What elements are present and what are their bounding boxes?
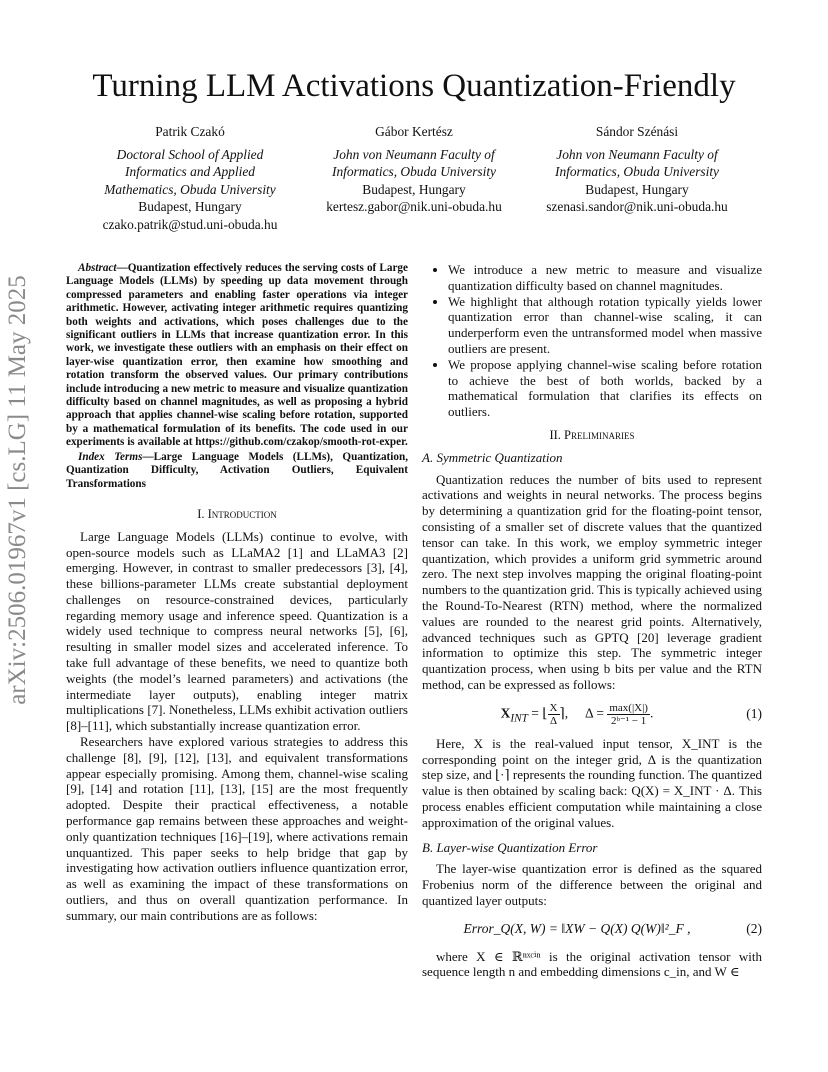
subsection-heading: B. Layer-wise Quantization Error	[422, 839, 598, 855]
author-email: kertesz.gabor@nik.uni-obuda.hu	[326, 199, 502, 215]
equation-number: (1)	[746, 706, 762, 722]
abstract	[66, 262, 408, 450]
arxiv-stamp: arXiv:2506.01967v1 [cs.LG] 11 May 2025	[4, 275, 31, 705]
author-email: szenasi.sandor@nik.uni-obuda.hu	[546, 199, 728, 215]
equation-body: $X_{INT}$ = ⌊ $\frac{X}{\Delta}$ ⌉, Δ = $\frac{\max(|X|)}{\text{2ᵇ⁻¹ − 1}}$ .	[500, 701, 654, 727]
author-city: Budapest, Hungary	[138, 199, 242, 215]
list-item: • We highlight that although rotation typically yields lower quantization error than channel-wise scaling, it can underperform even the untransformed model when massive outliers are present.	[448, 294, 762, 357]
equation-number: (2)	[746, 920, 762, 936]
contribution-list	[422, 262, 762, 420]
index-text: —Large Language Models (LLMs), Quantization, Quantization Difficulty, Activation Outliers, Equivalent Transformations	[66, 450, 408, 490]
author-city: Budapest, Hungary	[585, 181, 689, 197]
section-heading: I. Introduction	[197, 506, 277, 521]
author-block	[70, 123, 310, 234]
paragraph: The layer-wise quantization error is defined as the squared Frobenius norm of the difference between the original and quantized layer outputs:	[422, 861, 762, 908]
author-affiliation: Informatics, Obuda University	[331, 164, 497, 180]
author-affiliation: Informatics, Obuda University	[554, 164, 720, 180]
paragraph: Researchers have explored various strategies to address this challenge [8], [9], [12], [13], and equivalent transformations appear especially promising. Among them, channel-wise scaling [9], [14] and rotation [11], [13], [15] are the most frequently adopted. Despite their practical effectiveness, a notable performance gap remains between these approaches and weight-only quantization techniques [16]–[19], where activations remain unquantized. This paper seeks to help bridge that gap by investigating how activation outliers influence quantization error, as well as examining the impact of these transformations on outliers, and thus on overall quantization performance. In summary, our main contributions are as follows:	[66, 734, 408, 923]
author-block	[294, 123, 534, 216]
author-affiliation: John von Neumann Faculty of	[556, 146, 718, 162]
equation-body: Error_Q(X, W) = ‖XW − Q(X) Q(W)‖²_F ,	[463, 920, 691, 936]
right-column	[422, 262, 762, 980]
equation-1	[422, 702, 762, 727]
left-column	[66, 262, 408, 924]
index-terms	[66, 451, 408, 491]
subsection-heading: A. Symmetric Quantization	[422, 449, 563, 465]
paragraph: Large Language Models (LLMs) continue to evolve, with open-source models such as LLaMA2 [1] and LLaMA3 [2] emerging. However, in contrast to smaller predecessors [3], [4], these billions-parameter LLMs create substantial deployment challenges on resource-constrained devices, particularly regarding memory usage and inference speed. Quantization is a widely used technique to compress neural networks [5], [6], resulting in smaller model sizes and accelerated inference. To take full advantage of these benefits, we need to quantize both weights (the model’s learned parameters) and activations (the intermediate layer outputs), enabling integer matrix multiplications [7]. Nonetheless, LLMs exhibit activation outliers [8]–[11], which substantially increase quantization error.	[66, 528, 408, 734]
list-item: • We propose applying channel-wise scaling before rotation to achieve the best of both worlds, backed by a mathematical formulation that clarifies its effects on outliers.	[448, 357, 762, 420]
author-name: Sándor Szénási	[595, 124, 679, 139]
author-affiliation: John von Neumann Faculty of	[333, 146, 495, 162]
author-name: Patrik Czakó	[155, 124, 225, 139]
section-heading: II. Preliminaries	[549, 427, 635, 442]
paragraph: Quantization reduces the number of bits used to represent activations and weights in neural networks. The process begins by determining a quantization grid for the floating-point tensor, consisting of a smaller set of discrete values that the quantized tensor can take. In this work, we employ symmetric integer quantization, which provides a uniform grid symmetric around zero. The next step involves mapping the original floating-point numbers to the quantization grid. This is typically achieved using the Round-To-Nearest (RTN) method, where the normalized values are rounded to the nearest grid points. Alternatively, advanced techniques such as GPTQ [20] leverage gradient information to optimize this step. The symmetric integer quantization process, when using b bits per value and the RTN method, can be expressed as follows:	[422, 471, 762, 692]
abstract-text: —Quantization effectively reduces the serving costs of Large Language Models (LLMs) by speeding up data movement through compressed parameters and enabling faster operations via integer arithmetic. However, activating integer arithmetic requires quantizing both weights and activations, which poses challenges due to the significant outliers in LLMs that increase quantization error. In this work, we investigate these outliers with an emphasis on their effect on layer-wise quantization error, then examine how smoothing and rotation transform the observed values. Our primary contributions include introducing a new metric to measure and visualize quantization difficulty based on channel magnitudes, as well as proposing a hybrid approach that applies channel-wise scaling before rotation, supported by a mathematical formulation of its benefits. The code used in our experiments is available at https://github.com/czakop/smooth-rot-exper.	[66, 262, 408, 449]
equation-2	[422, 921, 762, 937]
author-city: Budapest, Hungary	[362, 181, 466, 197]
paragraph: Here, X is the real-valued input tensor, X_INT is the corresponding point on the integer grid, Δ is the quantization step size, and ⌊·⌉ represents the rounding function. The quantized value is then obtained by scaling back: Q(X) = X_INT · Δ. This process enables efficient computation while maintaining a close approximation of the original values.	[422, 735, 762, 830]
author-email: czako.patrik@stud.uni-obuda.hu	[102, 216, 278, 232]
author-affiliation: Doctoral School of Applied	[116, 146, 264, 162]
author-block	[517, 123, 757, 216]
paragraph: where X ∈ ℝⁿˣᶜⁱⁿ is the original activation tensor with sequence length n and embedding dimensions c_in, and W ∈	[422, 948, 762, 980]
author-affiliation: Informatics and Applied	[125, 164, 255, 180]
list-item: • We introduce a new metric to measure and visualize quantization difficulty based on channel magnitudes.	[448, 262, 762, 294]
author-name: Gábor Kertész	[375, 124, 453, 139]
index-lead: Index Terms	[78, 450, 143, 463]
author-affiliation: Mathematics, Obuda University	[104, 181, 276, 197]
paper-title: Turning LLM Activations Quantization-Friendly	[92, 68, 736, 104]
abstract-lead: Abstract	[78, 262, 117, 274]
